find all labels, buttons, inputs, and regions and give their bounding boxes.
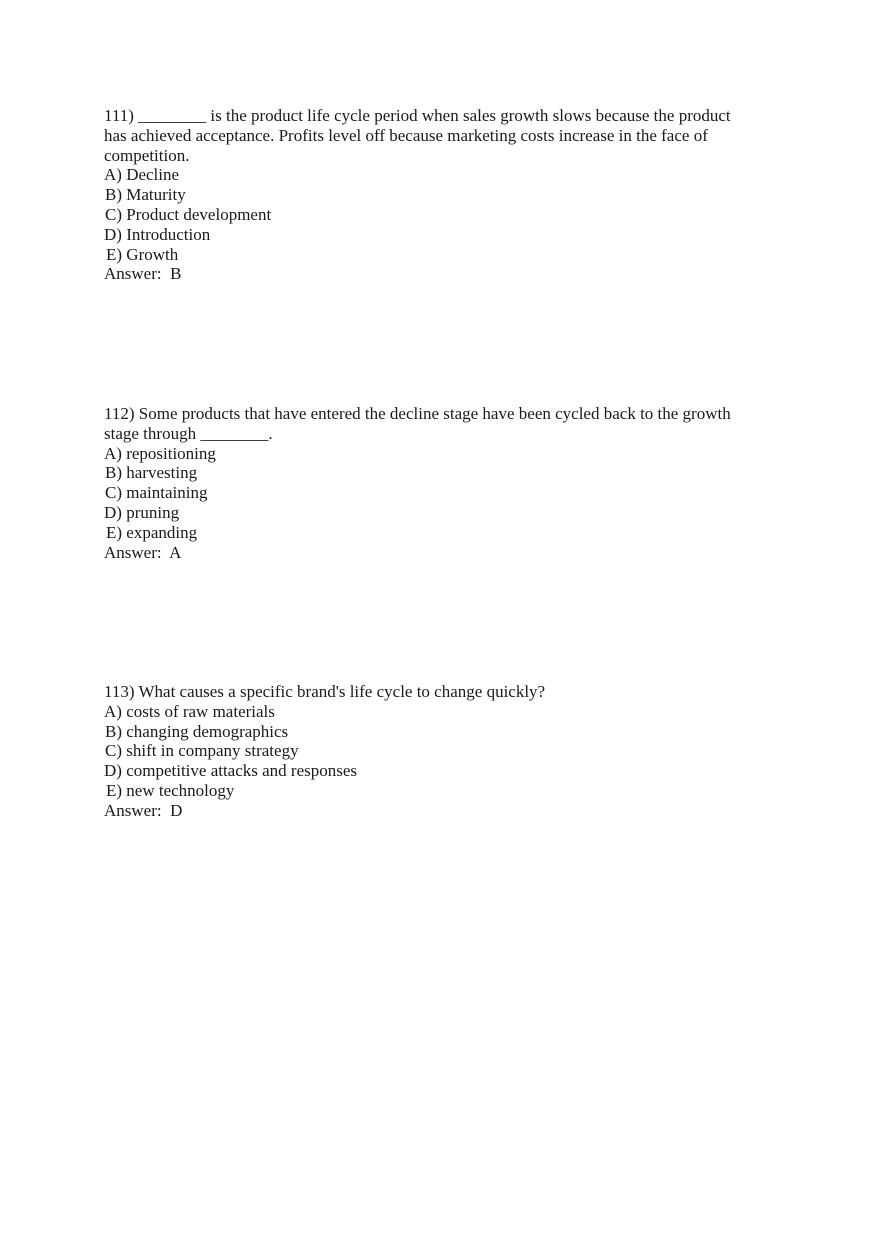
stem-line: 113) What causes a specific brand's life cycle to change quickly? — [104, 682, 546, 701]
answer-key: Answer: D — [104, 800, 183, 820]
option-d: D) Introduction — [104, 224, 211, 244]
stem-line: 112) Some products that have entered the decline stage have been cycled back to the growth — [104, 404, 731, 423]
question-stem — [104, 682, 754, 702]
stem-line: stage through ________. — [104, 423, 273, 443]
option-a: A) Decline — [104, 165, 180, 185]
option-e: E) expanding — [106, 522, 198, 542]
question-112 — [104, 404, 754, 562]
option-d: D) pruning — [104, 502, 180, 522]
option-a: A) costs of raw materials — [104, 701, 275, 721]
option-e: E) new technology — [106, 780, 235, 800]
answer-key: Answer: A — [104, 542, 182, 562]
option-b: B) Maturity — [105, 185, 186, 205]
answer-options — [104, 444, 754, 543]
option-d: D) competitive attacks and responses — [104, 761, 358, 781]
question-113 — [104, 682, 754, 821]
question-stem — [104, 106, 754, 165]
answer-options — [104, 702, 754, 801]
option-c: C) maintaining — [105, 483, 208, 503]
answer-options — [104, 165, 754, 264]
option-b: B) harvesting — [105, 463, 198, 483]
question-stem — [104, 404, 754, 444]
question-111 — [104, 106, 754, 284]
option-a: A) repositioning — [104, 443, 216, 463]
stem-line: competition. — [104, 145, 190, 165]
answer-key: Answer: B — [104, 264, 182, 284]
option-c: C) shift in company strategy — [105, 741, 299, 761]
stem-line: 111) ________ is the product life cycle period when sales growth slows because the product — [104, 106, 731, 125]
option-b: B) changing demographics — [105, 721, 289, 741]
option-e: E) Growth — [106, 244, 179, 264]
stem-line: has achieved acceptance. Profits level off because marketing costs increase in the face of — [104, 125, 708, 145]
option-c: C) Product development — [105, 204, 272, 224]
